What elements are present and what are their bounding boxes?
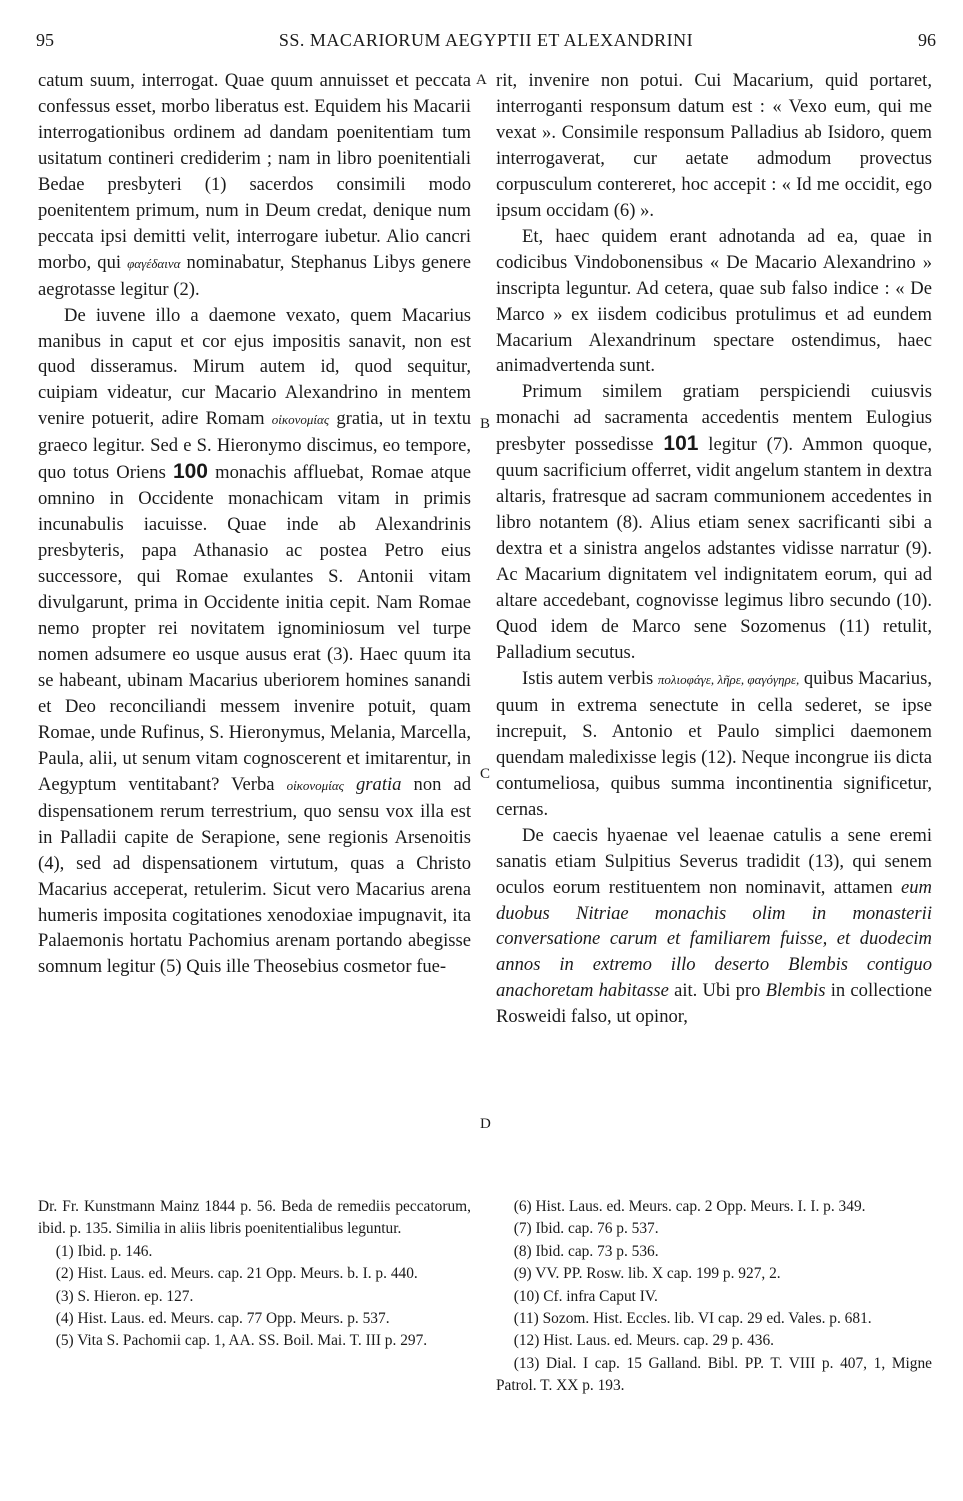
paragraph: rit, invenire non potui. Cui Macarium, quid portaret, interroganti responsum datum est : « Vexo eum, qui me vexat ». Consimile responsum Palladius ab Isidoro, quem interrogaverat, cur aetate admodum provectus corpusculum contereret, hoc accepit : « Id me occidit, ego ipsum occidam (6) ». [496, 70, 932, 221]
margin-letter-d: D [480, 1116, 491, 1132]
footnote: (12) Hist. Laus. ed. Meurs. cap. 29 p. 436. [513, 1332, 775, 1350]
footnote: (4) Hist. Laus. ed. Meurs. cap. 77 Opp. Meurs. p. 537. [55, 1310, 390, 1328]
paragraph: Istis autem verbis πολιοφάγε, λῆρε, φαγόγηρε, quibus Macarius, quum in extrema senectute in cella sederet, se ipse increpuit, S. Antonio et Paulo simplici daemonem quendam maledixisse legis (12). Neque incongrue iis dicta contumeliosa, quibus summa incontinentia significetur, cernas. [496, 667, 932, 820]
paragraph: Primum similem gratiam perspiciendi cuiusvis monachi ad sacramenta accedentis mentem Eulogius presbyter possedisse 101 legitur (7). Ammon quoque, quum sacrificium offerret, vidit angelum stantem in dextra altaris, fratresque ad sacram communionem accedentes in libro notantem (8). Alius etiam senex sacrificanti sibi a dextra et a sinistra angelos adstantes vidisse narratur (9). Ac Macarium dignitatem vel indignitatem eorum, qui ad altare accedebant, cognovisse legimus libro secundo (10). Quod idem de Marco sene Sozomenus (11) retulit, Palladium secutus. [496, 381, 932, 663]
marginal-page-number: 101 [663, 432, 699, 456]
greek-term: φαγέδαινα [127, 255, 181, 271]
footnote: Dr. Fr. Kunstmann Mainz 1844 p. 56. Beda de remediis peccatorum, ibid. p. 135. Similia in aliis libris poenitentialibus leguntur. [38, 1198, 471, 1238]
right-text-column [496, 68, 932, 1030]
paragraph: De iuvene illo a daemone vexato, quem Macarius manibus in caput et cor ejus impositis sanavit, non est quod disseramus. Mirum autem id, quod sequitur, cuipiam videatur, cur Macario Alexandrino in mentem venire potuerit, adire Romam οἰκονομίας gratia, ut in textu graeco legitur. Sed e S. Hieronymo discimus, eo tempore, quo totus Oriens 100 monachis affluebat, Romae atque omnino in Occidente monachicam vitam in primis incunabulis iacuisse. Quae inde ab Alexandrinis presbyteris, papa Athanasio ac postea Petro eius successore, qui Romae exulantes S. Antonii vitam divulgarunt, prima in Occidente initia cepit. Nam Romae nemo propter rei novitatem ignominiosum vel turpe nomen adsumere eo usque ausus erat (3). Haec quum ita se habeant, ubinam Macarius uberiorem homines sanandi et Deo reconciliandi messem invenire potuit, quam Romae, unde Rufinus, S. Hieronymus, Melania, Marcella, Paula, alii, ut senum vitam cognoscerent et imitarentur, in Aegyptum ventitabant? Verba οἰκονομίας gratia non ad dispensationem rerum terrestrium, quo sensu vox illa est in Palladii capite de Serapione, sene regionis Arsenoitis (4), sed ad dispensationem virtutum, quas a Christo Macarius acceperat, retulerim. Sicut vero Macarius arena humeris imposita cogitationes xenodoxiae impugnavit, ita Palaemonis hortatu Pachomius arenam portando abegisse somnum legitur (5) Quis ille Theosebius cosmetor fue- [38, 304, 472, 978]
footnote: (1) Ibid. p. 146. [55, 1242, 153, 1260]
footnote: (3) S. Hieron. ep. 127. [55, 1287, 194, 1305]
footnote: (2) Hist. Laus. ed. Meurs. cap. 21 Opp. Meurs. b. I. p. 440. [55, 1265, 418, 1283]
footnote: (11) Sozom. Hist. Eccles. lib. VI cap. 29 ed. Vales. p. 681. [513, 1310, 872, 1328]
footnote: (13) Dial. I cap. 15 Galland. Bibl. PP. T. VIII p. 407, 1, Migne Patrol. T. XX p. 193. [496, 1354, 932, 1395]
margin-letter-a: A [476, 72, 487, 88]
paragraph: catum suum, interrogat. Quae quum annuisset et peccata confessus esset, morbo liberatus est. Equidem his Macarii interrogationibus ordinem ad dandam poenitentiam tum usitatum contineri crediderim ; nam in libro poenitentiali Bedae presbyteri (1) sacerdos consimili modo poenitentem primum, num in Deum credat, denique num peccata ipsi demitti velit, interrogare iubetur. Alio cancri morbo, qui φαγέδαινα nominabatur, Stephanus Libys genere aegrotasse legitur (2). [38, 70, 471, 300]
margin-letter-b: B [480, 416, 491, 432]
paragraph: Et, haec quidem erant adnotanda ad ea, quae in codicibus Vindobonensibus « De Macario Alexandrino » inscripta leguntur. Ad cetera, quae sub falso indice : « De Marco » ex iisdem codicibus protulimus et ad eundem Macarium Alexandrinum spectare ostendimus, haec animadvertenda sunt. [496, 225, 932, 377]
left-text-column [38, 68, 471, 980]
footnote: (5) Vita S. Pachomii cap. 1, AA. SS. Boil. Mai. T. III p. 297. [55, 1332, 428, 1350]
page-number-right: 96 [918, 30, 936, 50]
footnote: (6) Hist. Laus. ed. Meurs. cap. 2 Opp. Meurs. I. I. p. 349. [513, 1198, 866, 1215]
greek-term: πολιοφάγε, λῆρε, φαγόγηρε, [657, 671, 800, 687]
greek-term: οἰκονομίας [271, 412, 330, 428]
footnote: (7) Ibid. cap. 76 p. 537. [513, 1220, 659, 1238]
running-title: SS. MACARIORUM AEGYPTII ET ALEXANDRINI [278, 30, 694, 50]
page-number-left: 95 [36, 30, 54, 50]
footnote: (9) VV. PP. Rosw. lib. X cap. 199 p. 927, 2. [513, 1265, 781, 1283]
running-header [36, 30, 936, 60]
footnote: (10) Cf. infra Caput IV. [513, 1287, 658, 1305]
footnotes-left [38, 1196, 471, 1353]
marginal-page-number: 100 [172, 460, 208, 484]
footnote: (8) Ibid. cap. 73 p. 536. [513, 1242, 659, 1260]
paragraph: De caecis hyaenae vel leaenae catulis a sene eremi sanatis etiam Sulpitius Severus tradidit (13), qui senem oculos eorum restituentem non nominavit, attamen eum duobus Nitriae monachis olim in monasterii conversatione carum et familiarem fuisse, et duodecim annos in extremo illo deserto Blembis contiguo anachoretam habitasse ait. Ubi pro Blembis in collectione Rosweidi falso, ut opinor, [496, 824, 932, 1028]
margin-letter-c: C [480, 766, 491, 782]
greek-term: οἰκονομίας [286, 777, 344, 793]
footnotes-right [496, 1196, 932, 1398]
